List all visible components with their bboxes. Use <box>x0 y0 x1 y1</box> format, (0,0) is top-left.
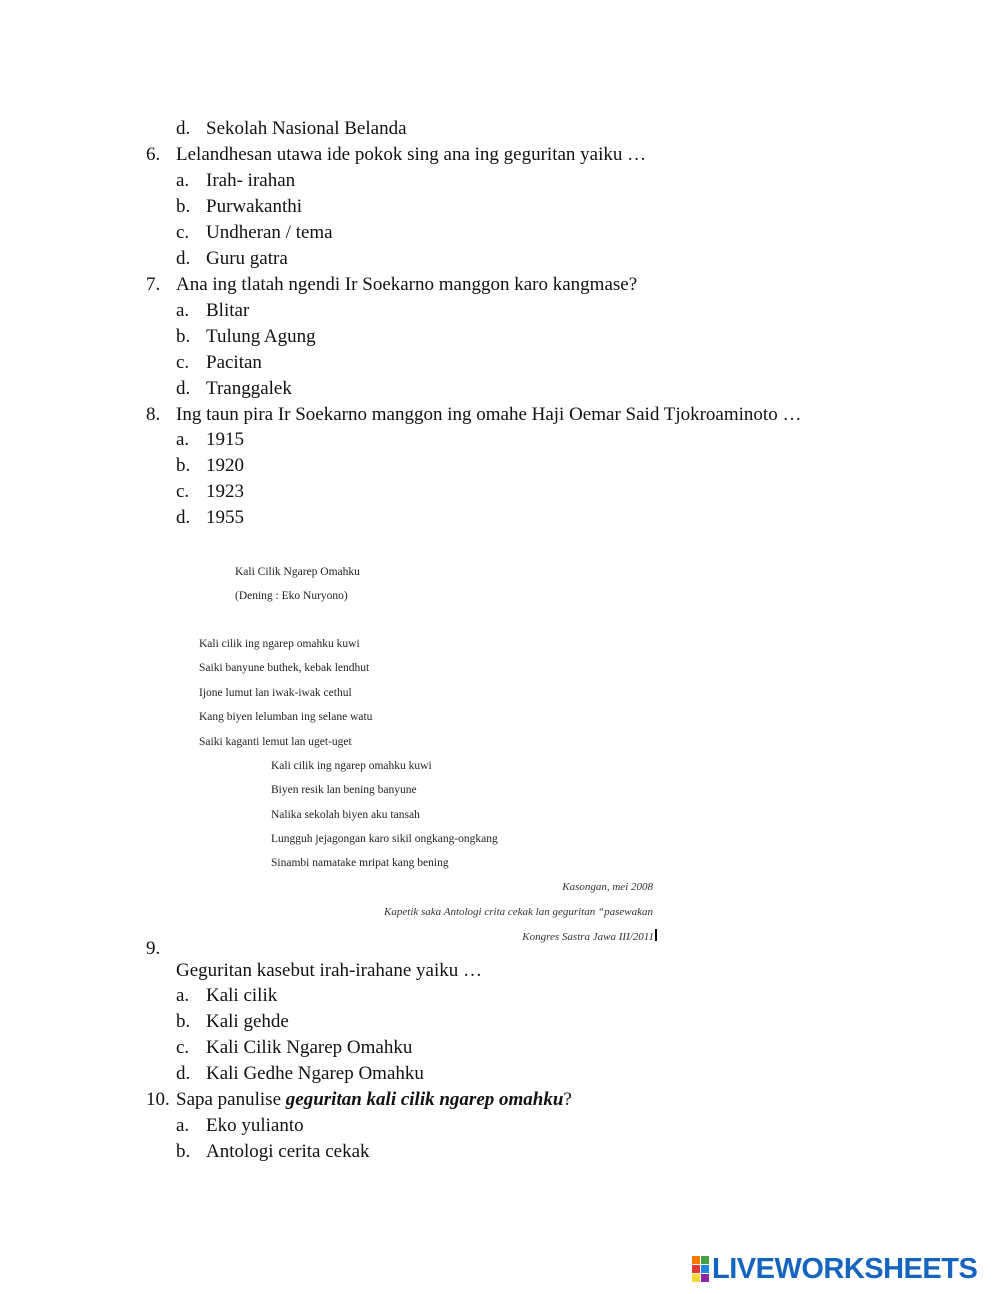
logo-square <box>701 1265 709 1273</box>
poem-line: Kali cilik ing ngarep omahku kuwi <box>199 638 360 650</box>
option-text: 1923 <box>206 481 244 502</box>
question-number: 9. <box>146 938 161 959</box>
option-text: Tulung Agung <box>206 326 316 347</box>
poem-line: Lungguh jejagongan karo sikil ongkang-ongkang <box>271 833 498 845</box>
question-number: 7. <box>146 274 161 295</box>
poem-line: Kang biyen lelumban ing selane watu <box>199 711 373 723</box>
option-letter: b. <box>176 455 191 476</box>
text-cursor-icon <box>655 929 657 941</box>
option-text: Pacitan <box>206 352 262 373</box>
option-letter: d. <box>176 378 191 399</box>
logo-square <box>692 1265 700 1273</box>
question-number: 8. <box>146 404 161 425</box>
poem-source: Kapetik saka Antologi crita cekak lan geguritan “pasewakan <box>384 906 653 918</box>
poem-place-date: Kasongan, mei 2008 <box>562 881 653 893</box>
liveworksheets-logo-icon <box>692 1256 709 1282</box>
option-text: Tranggalek <box>206 378 292 399</box>
option-text: 1955 <box>206 507 244 528</box>
option-text: 1915 <box>206 429 244 450</box>
option-text: Guru gatra <box>206 248 288 269</box>
option-letter: b. <box>176 1141 191 1162</box>
poem-line: Ijone lumut lan iwak-iwak cethul <box>199 687 352 699</box>
option-text: Undheran / tema <box>206 222 333 243</box>
poem-line: Biyen resik lan bening banyune <box>271 784 417 796</box>
option-letter: b. <box>176 326 191 347</box>
poem-title: Kali Cilik Ngarep Omahku <box>235 566 360 578</box>
question-text: Ing taun pira Ir Soekarno manggon ing omahe Haji Oemar Said Tjokroaminoto … <box>176 404 802 425</box>
logo-square <box>692 1274 700 1282</box>
poem-source-text: Kongres Sastra Jawa III/2011 <box>522 931 654 943</box>
option-text: Irah- irahan <box>206 170 296 191</box>
option-letter: c. <box>176 222 190 243</box>
poem-line: Saiki banyune buthek, kebak lendhut <box>199 662 370 674</box>
liveworksheets-logo[interactable] <box>692 1253 977 1285</box>
question-text: Geguritan kasebut irah-irahane yaiku … <box>176 960 482 981</box>
poem-line: Kali cilik ing ngarep omahku kuwi <box>271 760 432 772</box>
logo-square <box>701 1274 709 1282</box>
poem-line: Nalika sekolah biyen aku tansah <box>271 809 420 821</box>
question-text: Ana ing tlatah ngendi Ir Soekarno manggon karo kangmase? <box>176 274 638 295</box>
question-number: 10. <box>146 1089 170 1110</box>
question-text-prefix: Sapa panulise <box>176 1089 286 1110</box>
poem-line: Saiki kaganti lemut lan uget-uget <box>199 736 352 748</box>
option-letter: a. <box>176 985 190 1006</box>
logo-square <box>692 1256 700 1264</box>
option-letter: a. <box>176 1115 190 1136</box>
option-letter: c. <box>176 1037 190 1058</box>
question-number: 6. <box>146 144 161 165</box>
option-text: Antologi cerita cekak <box>206 1141 370 1162</box>
option-text: Blitar <box>206 300 250 321</box>
question-text: Lelandhesan utawa ide pokok sing ana ing geguritan yaiku … <box>176 144 647 165</box>
option-letter: d. <box>176 248 191 269</box>
option-text: Kali cilik <box>206 985 278 1006</box>
option-letter: a. <box>176 429 190 450</box>
option-letter: c. <box>176 352 190 373</box>
option-text: Kali Gedhe Ngarep Omahku <box>206 1063 424 1084</box>
option-text: Kali Cilik Ngarep Omahku <box>206 1037 413 1058</box>
poem-line: Sinambi namatake mripat kang bening <box>271 857 449 869</box>
option-letter: a. <box>176 300 190 321</box>
logo-square <box>701 1256 709 1264</box>
option-letter: d. <box>176 507 191 528</box>
question-text <box>176 1088 572 1112</box>
brand-name: LIVEWORKSHEETS <box>712 1252 978 1285</box>
question-text-suffix: ? <box>563 1089 572 1110</box>
option-text: Kali gehde <box>206 1011 289 1032</box>
poem-source-2 <box>522 929 657 944</box>
option-letter: d. <box>176 1063 191 1084</box>
poem-author: (Dening : Eko Nuryono) <box>235 590 348 602</box>
option-text: Sekolah Nasional Belanda <box>206 118 407 139</box>
option-text: 1920 <box>206 455 244 476</box>
option-letter: c. <box>176 481 190 502</box>
option-letter: b. <box>176 196 191 217</box>
option-text: Eko yulianto <box>206 1115 304 1136</box>
option-letter: d. <box>176 118 191 139</box>
question-text-emphasis: geguritan kali cilik ngarep omahku <box>285 1089 564 1110</box>
option-letter: b. <box>176 1011 191 1032</box>
option-letter: a. <box>176 170 190 191</box>
option-text: Purwakanthi <box>206 196 303 217</box>
